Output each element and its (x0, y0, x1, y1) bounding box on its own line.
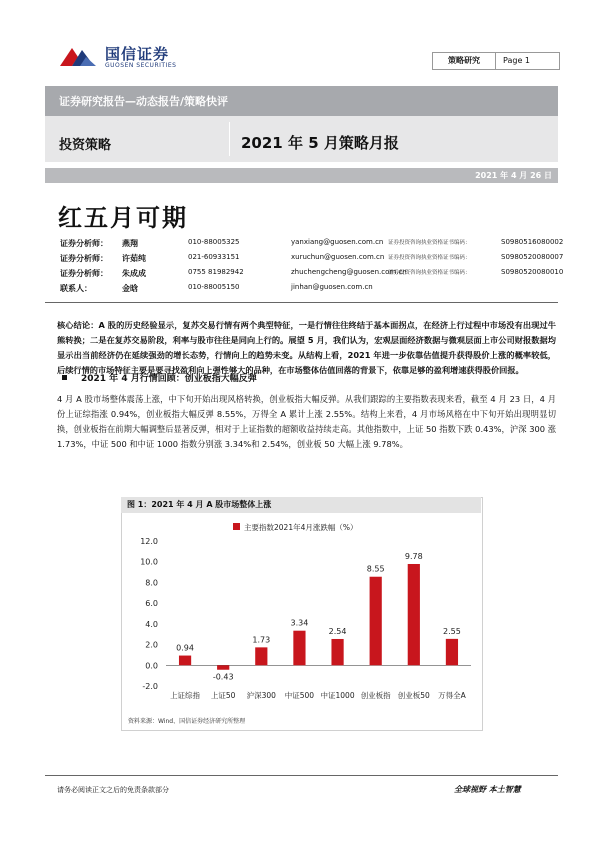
bar-value-label: 8.55 (366, 564, 385, 574)
license-label: 证券投资咨询执业资格证书编码： (388, 270, 471, 276)
category-label: 策略研究 (433, 53, 496, 69)
analyst-name: 燕翔 (122, 239, 138, 248)
figure-source: 资料来源：Wind、国信证券经济研究所整理 (128, 718, 246, 725)
analyst-email[interactable]: jinhan@guosen.com.cn (291, 283, 373, 291)
figure-title: 图 1：2021 年 4 月 A 股市场整体上涨 (127, 500, 272, 509)
analyst-name: 朱成成 (122, 269, 146, 278)
report-type: 证券研究报告—动态报告/策略快评 (59, 95, 229, 108)
analyst-name: 金晗 (122, 284, 138, 293)
section-label: 投资策略 (59, 138, 112, 153)
license-label: 证券投资咨询执业资格证书编码： (388, 240, 471, 246)
bullet-square-icon (62, 375, 67, 380)
logo-text-cn: 国信证券 (105, 45, 170, 63)
bar (293, 631, 305, 666)
analyst-role: 证券分析师： (60, 254, 108, 263)
analyst-email[interactable]: zhuchengcheng@guosen.com.cn (291, 268, 407, 276)
analyst-role: 证券分析师： (60, 269, 108, 278)
bar (255, 647, 267, 665)
analyst-role: 联系人： (60, 284, 92, 293)
bar-chart (121, 513, 481, 713)
y-tick-label: 8.0 (145, 578, 158, 588)
y-tick-label: 0.0 (145, 661, 158, 671)
footer-slogan: 全球视野 本土智慧 (454, 785, 521, 794)
analyst-phone: 010-88005150 (188, 283, 240, 291)
bar (331, 639, 343, 665)
figure-title-bar (121, 497, 481, 513)
divider (45, 302, 558, 303)
summary-paragraph: 核心结论：A 股的历史经验显示，复苏交易行情有两个典型特征，一是行情往往终结于基本面拐点，在经济上行过程中市场没有出现过牛熊转换；二是在复苏交易阶段，利率与股市往往是同向上行的。展望 5 月，我们认为，宏观层面经济数据与微观层面上市公司财报数据均显示出当前经济仍在延续强劲的增长态势，行情向上的趋势未变。从结构上看，2021 年进一步依靠估值提升获得股价上涨的概率较低，后续行情的市场特征主要是要寻找盈利向上弹性够大的品种，在市场整体估值回落的背景下，依靠足够的盈利增速获得股价回报。 (57, 320, 556, 375)
x-tick-label: 上证50 (210, 691, 236, 700)
license-id: S0980516080002 (501, 238, 564, 246)
bar-value-label: 2.54 (328, 626, 347, 636)
legend-label: 主要指数2021年4月涨跌幅（%） (244, 523, 358, 532)
report-title: 2021 年 5 月策略月报 (241, 134, 399, 152)
page-number: Page 1 (503, 56, 530, 65)
analyst-name: 许茹纯 (122, 254, 146, 263)
license-id: S0980520080010 (501, 268, 564, 276)
y-tick-label: 10.0 (140, 557, 158, 567)
license-label: 证券投资咨询执业资格证书编码： (388, 255, 471, 261)
y-tick-label: 4.0 (145, 619, 158, 629)
x-tick-label: 创业板指 (360, 691, 391, 700)
analyst-row (60, 268, 564, 282)
bar (217, 665, 229, 669)
x-tick-label: 中证500 (284, 691, 315, 700)
section-heading-text: 2021 年 4 月行情回顾：创业板指大幅反弹 (81, 374, 257, 384)
header-info-box (432, 52, 560, 70)
body-paragraph: 4 月 A 股市场整体震荡上涨，中下旬开始出现风格转换，创业板指大幅反弹。从我们跟踪的主要指数表现来看，截至 4 月 23 日，4 月份上证综指涨 0.94%，创业板指大幅反弹 8.55%，万得全 A 累计上涨 2.55%。结构上来看，4 月市场风格在中下旬开始出现明显切换，创业板指在前期大幅调整后显著反弹，相对于上证指数的超额收益持续走高。其他指数中，上证 50 指数下跌 0.43%，沪深 300 涨 1.73%，中证 500 和中证 1000 指数分别涨 3.34%和 2.54%，创业板 50 大幅上涨 9.78%。 (57, 394, 556, 449)
y-tick-label: 6.0 (145, 599, 158, 609)
guosen-logo-icon (58, 44, 98, 70)
logo-text-en: GUOSEN SECURITIES (105, 62, 177, 69)
bar (370, 577, 382, 666)
x-tick-label: 中证1000 (320, 691, 355, 700)
report-title-bar (45, 116, 558, 162)
y-tick-label: 12.0 (140, 537, 158, 546)
y-tick-label: 2.0 (145, 640, 158, 650)
section-heading (62, 371, 257, 384)
bar-value-label: 2.55 (443, 626, 461, 636)
analyst-email[interactable]: yanxiang@guosen.com.cn (291, 238, 384, 246)
bar-value-label: -0.43 (212, 672, 234, 682)
analyst-phone: 0755 81982942 (188, 268, 244, 276)
footer-disclaimer: 请务必阅读正文之后的免责条款部分 (57, 786, 169, 794)
legend-swatch (233, 523, 240, 530)
bar-value-label: 9.78 (404, 551, 423, 561)
title-divider (229, 122, 230, 156)
bar-value-label: 0.94 (176, 643, 194, 653)
analyst-row (60, 283, 560, 297)
bar (446, 639, 458, 665)
main-title: 红五月可期 (58, 204, 188, 232)
license-id: S0980520080007 (501, 253, 564, 261)
bar-value-label: 1.73 (252, 635, 271, 645)
y-tick-label: -2.0 (142, 682, 158, 691)
analyst-phone: 010-88005325 (188, 238, 240, 246)
x-tick-label: 创业板50 (397, 691, 430, 700)
report-date: 2021 年 4 月 26 日 (475, 171, 552, 180)
analyst-row (60, 238, 564, 252)
bar (408, 564, 420, 665)
x-tick-label: 万得全A (438, 691, 466, 700)
analyst-phone: 021-60933151 (188, 253, 240, 261)
x-tick-label: 沪深300 (246, 691, 276, 700)
bar-value-label: 3.34 (290, 618, 309, 628)
analyst-email[interactable]: xuruchun@guosen.com.cn (291, 253, 385, 261)
bar (179, 656, 191, 666)
report-type-bar (45, 86, 558, 116)
analyst-row (60, 253, 564, 267)
footer-divider (45, 775, 558, 776)
date-bar (45, 168, 558, 183)
analyst-role: 证券分析师： (60, 239, 108, 248)
x-tick-label: 上证综指 (170, 691, 201, 700)
